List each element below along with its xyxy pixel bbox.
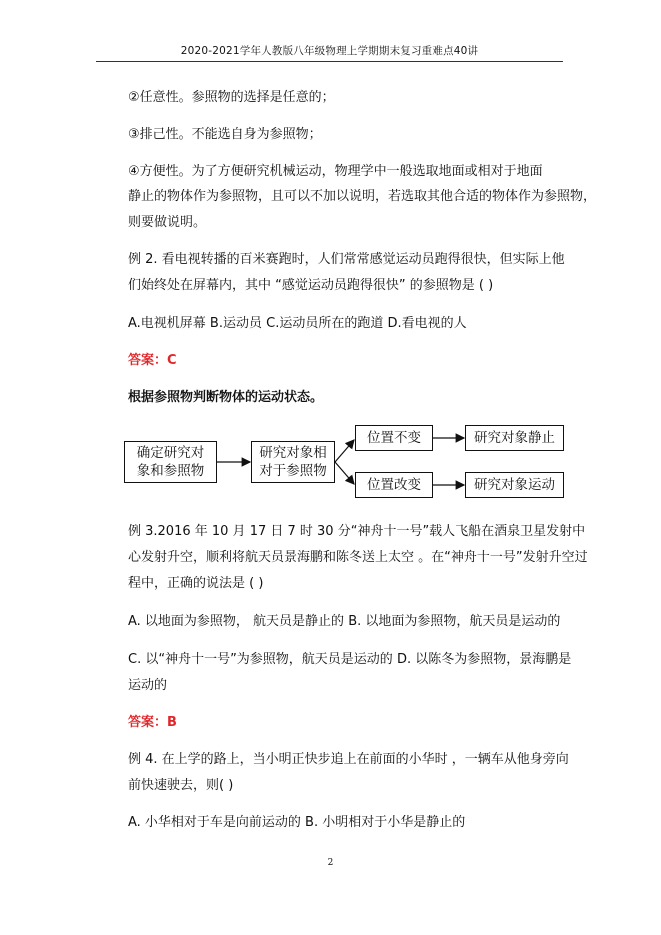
page-number: 2 (327, 858, 334, 868)
example3-question-line3: 程中，正确的说法是 ( ) (128, 576, 264, 591)
example3-question-line2: 心发射升空，顺利将航天员景海鹏和陈冬送上太空 。在“神舟十一号”发射升空过 (128, 550, 588, 565)
example3-options-line2: C. 以“神舟十一号”为参照物，航天员是运动的 D. 以陈冬为参照物，景海鹏是 (128, 652, 572, 667)
flow-box-object-moving: 研究对象运动 (465, 472, 564, 498)
example3-options-line1: A. 以地面为参照物， 航天员是静止的 B. 以地面为参照物，航天员是运动的 (128, 614, 561, 629)
paragraph-convenience-line3: 则要做说明。 (128, 215, 207, 230)
example2-answer: 答案：C (128, 353, 177, 368)
example3-question-line1: 例 3.2016 年 10 月 17 日 7 时 30 分“神舟十一号”载人飞船在酒泉卫星发射中 (128, 524, 586, 539)
flow-box-determine-line2: 象和参照物 (136, 463, 205, 479)
paragraph-arbitrariness: ②任意性。参照物的选择是任意的； (128, 90, 335, 105)
flow-box-position-changed: 位置改变 (355, 472, 433, 498)
example4-question-line1: 例 4. 在上学的路上，当小明正快步追上在前面的小华时 ，一辆车从他身旁向 (128, 752, 569, 767)
flow-box-determine-line1: 确定研究对 (136, 445, 205, 461)
flow-box-relative-line1: 研究对象相 (259, 445, 327, 461)
example3-answer: 答案：B (128, 715, 177, 730)
arrow-relative-to-changed (335, 462, 354, 484)
flow-box-object-static: 研究对象静止 (465, 425, 564, 451)
example2-question-line2: 们始终处在屏幕内，其中 “感觉运动员跑得很快” 的参照物是 ( ) (128, 278, 494, 293)
flow-box-relative-line2: 对于参照物 (259, 463, 327, 479)
example4-options-line1: A. 小华相对于车是向前运动的 B. 小明相对于小华是静止的 (128, 815, 466, 830)
example2-options: A.电视机屏幕 B.运动员 C.运动员所在的跑道 D.看电视的人 (128, 316, 467, 331)
example4-question-line2: 前快速驶去，则( ) (128, 778, 234, 793)
arrow-relative-to-unchanged (335, 440, 354, 462)
flow-box-position-unchanged: 位置不变 (355, 425, 433, 451)
example2-question-line1: 例 2. 看电视转播的百米赛跑时，人们常常感觉运动员跑得很快，但实际上他 (128, 252, 565, 267)
paragraph-convenience-line1: ④方便性。为了方便研究机械运动，物理学中一般选取地面或相对于地面 (128, 164, 543, 179)
section-title: 根据参照物判断物体的运动状态。 (128, 390, 324, 405)
paragraph-convenience-line2: 静止的物体作为参照物，且可以不加以说明，若选取其他合适的物体作为参照物， (128, 189, 597, 204)
page-header: 2020-2021学年人教版八年级物理上学期期末复习重难点40讲 (180, 45, 479, 57)
example3-options-line3: 运动的 (128, 678, 168, 693)
paragraph-exclusivity: ③排己性。不能选自身为参照物； (128, 127, 322, 142)
